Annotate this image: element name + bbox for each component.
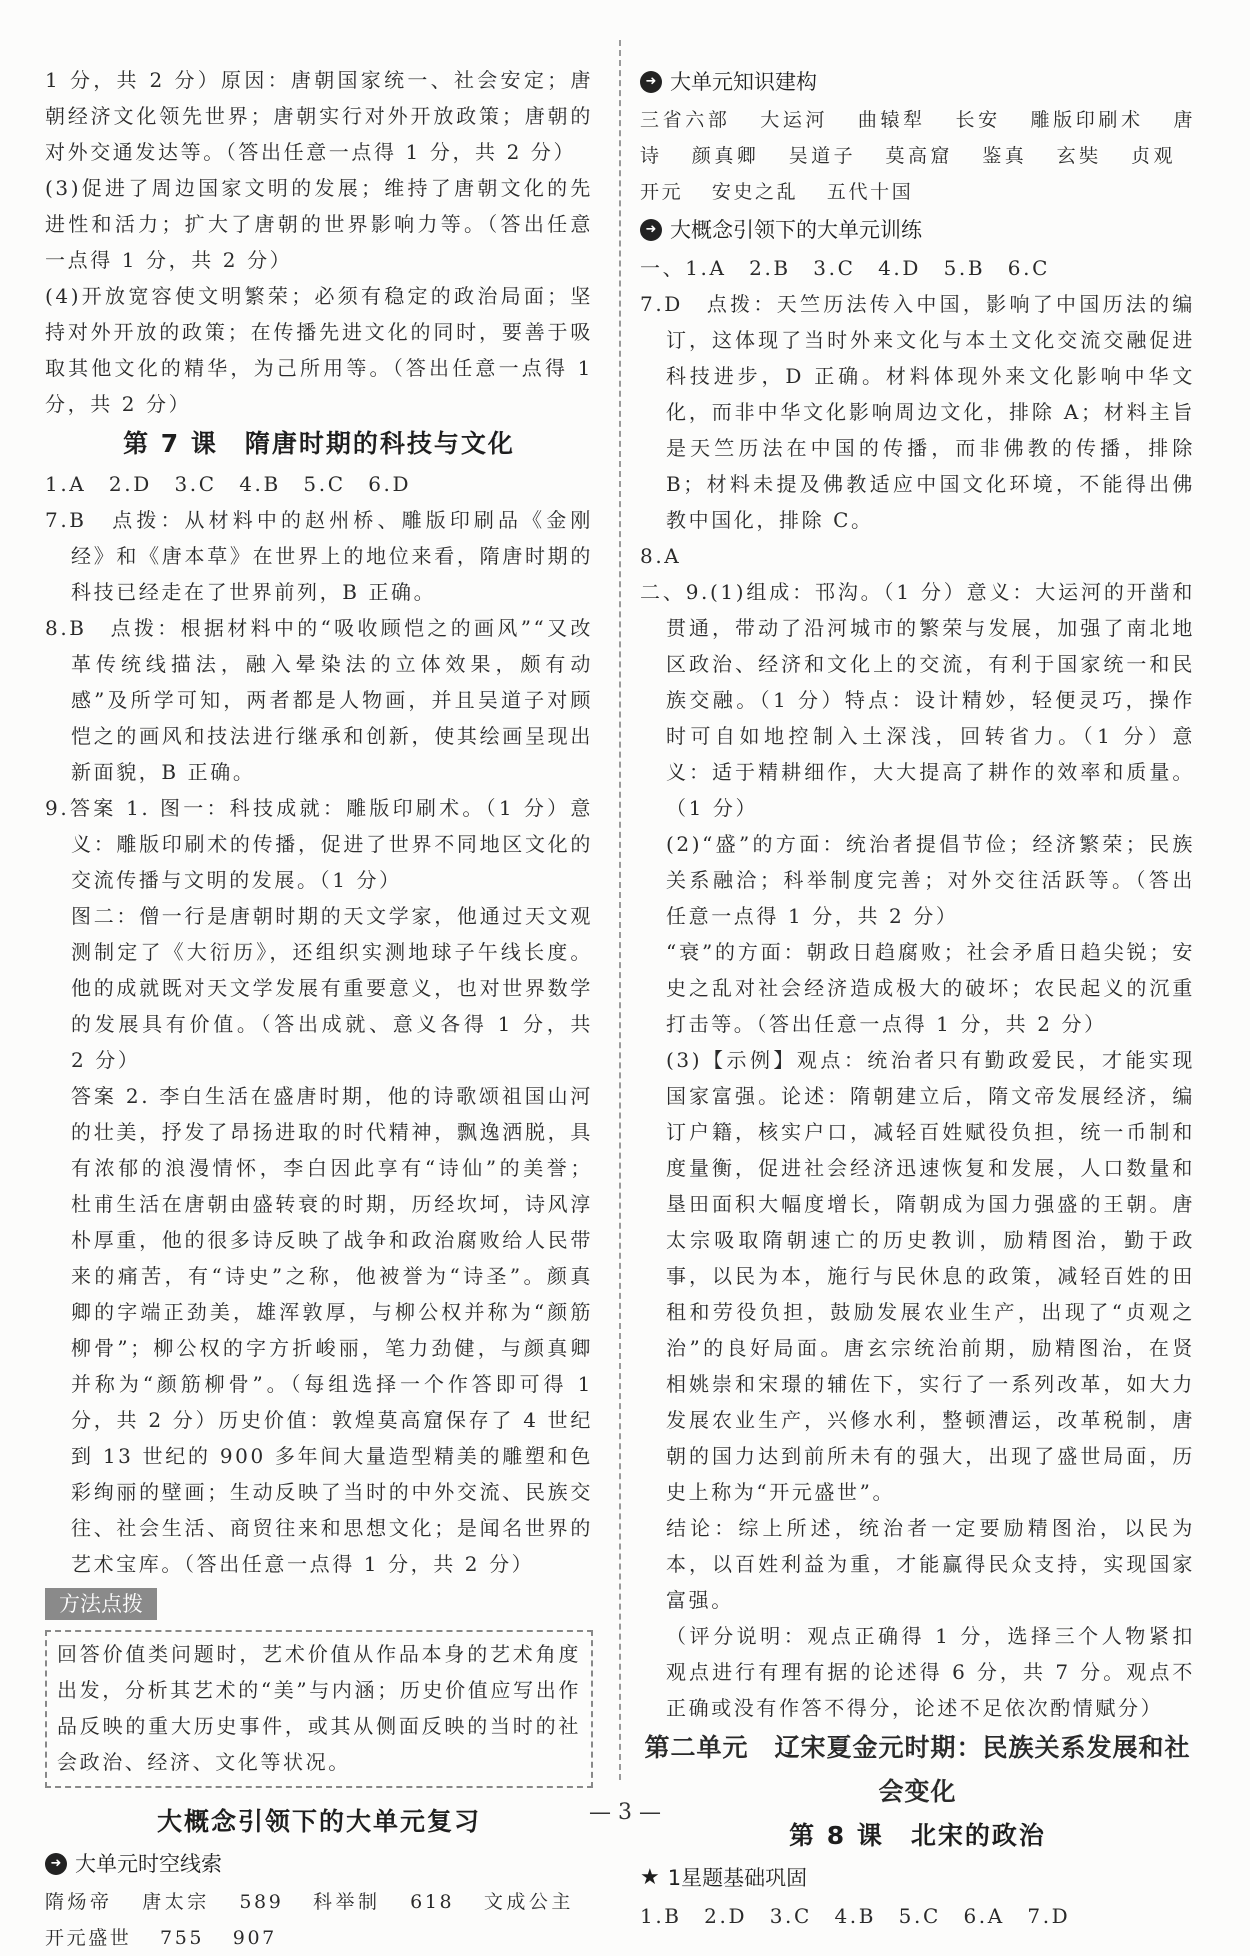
section-heading [640,210,1195,250]
answer-paragraph: 9.答案 1. 图一：科技成就：雕版印刷术。（1 分）意义：雕版印刷术的传播，促进了世界不同地区文化的交流传播与文明的发展。（1 分） [45,796,593,892]
keyword: 隋炀帝 [45,1891,113,1913]
answer-paragraph: 图二：僧一行是唐朝时期的天文学家，他通过天文观测制定了《大衍历》，还组织实测地球子午线长度。他的成就既对天文学发展有重要意义，也对世界数学的发展具有价值。（答出成就、意义各得 1 分，共 2 分） [71,904,593,1072]
keyword: 唐诗 [640,109,1196,167]
keyword: 唐太宗 [142,1891,210,1913]
keyword: 颜真卿 [691,145,760,167]
unit-heading: 第二单元 辽宋夏金元时期：民族关系发展和社会变化 [644,1733,1191,1806]
answer-paragraph: “衰”的方面：朝政日趋腐败；社会矛盾日趋尖锐；安史之乱对社会经济造成极大的破坏；农民起义的沉重打击等。（答出任意一点得 1 分，共 2 分） [666,940,1195,1036]
keyword: 雕版印刷术 [1030,109,1144,131]
answer-paragraph: 二、9.(1)组成：邗沟。（1 分）意义：大运河的开凿和贯通，带动了沿河城市的繁荣与发展，加强了南北地区政治、经济和文化上的交流，有利于国家统一和民族交融。（1 分）特点：设计精妙，轻便灵巧，操作时可自如地控制入土深浅，回转省力。（1 分）意义：适于精耕细作，大大提高了耕作的效率和质量。（1 分） [640,580,1195,820]
circle-arrow-icon: ➜ [640,219,662,241]
keyword: 玄奘 [1056,145,1102,167]
answer-paragraph: （评分说明：观点正确得 1 分，选择三个人物紧扣观点进行有理有据的论述得 6 分，共 7 分。观点不正确或没有作答不得分，论述不足依次酌情赋分） [666,1624,1195,1720]
keyword: 科举制 [313,1891,381,1913]
left-column [45,62,593,1956]
keyword: 开元 [640,181,684,203]
answer-paragraph: 答案 2. 李白生活在盛唐时期，他的诗歌颂祖国山河的壮美，抒发了昂扬进取的时代精神，飘逸洒脱，具有浓郁的浪漫情怀，李白因此享有“诗仙”的美誉；杜甫生活在唐朝由盛转衰的时期，历经坎坷，诗风淳朴厚重，他的很多诗反映了战争和政治腐败给人民带来的痛苦，有“诗史”之称，他被誉为“诗圣”。颜真卿的字端正劲美，雄浑敦厚，与柳公权并称为“颜筋柳骨”；柳公权的字方折峻丽，笔力劲健，与颜真卿并称为“颜筋柳骨”。（每组选择一个作答即可得 1 分，共 2 分）历史价值：敦煌莫高窟保存了 4 世纪到 13 世纪的 900 多年间大量造型精美的雕塑和色彩绚丽的壁画；生动反映了当时的中外交流、民族交往、社会生活、商贸往来和思想文化；是闻名世界的艺术宝库。（答出任意一点得 1 分，共 2 分） [71,1084,593,1576]
keyword: 618 [410,1891,455,1913]
section-title: 大单元知识建构 [670,70,817,94]
answer-paragraph: (3)【示例】观点：统治者只有勤政爱民，才能实现国家富强。论述：隋朝建立后，隋文帝发展经济，编订户籍，核实户口，减轻百姓赋役负担，统一币制和度量衡，促进社会经济迅速恢复和发展，人口数量和垦田面积大幅度增长，隋朝成为国力强盛的王朝。唐太宗吸取隋朝速亡的历史教训，励精图治，勤于政事，以民为本，施行与民休息的政策，减轻百姓的田租和劳役负担，鼓励发展农业生产，出现了“贞观之治”的良好局面。唐玄宗统治前期，励精图治，在贤相姚崇和宋璟的辅佐下，实行了一系列改革，如大力发展农业生产，兴修水利，整顿漕运，改革税制，唐朝的国力达到前所未有的强大，出现了盛世局面，历史上称为“开元盛世”。 [666,1048,1195,1504]
keyword: 长安 [955,109,1001,131]
answer-paragraph: (3)促进了周边国家文明的发展；维持了唐朝文化的先进性和活力；扩大了唐朝的世界影响力等。（答出任意一点得 1 分，共 2 分） [45,176,593,272]
answer-paragraph: 8.A [640,544,682,568]
answer-paragraph: (4)开放宽容使文明繁荣；必须有稳定的政治局面；坚持对外开放的政策；在传播先进文化的同时，要善于吸取其他文化的精华，为己所用等。（答出任意一点得 1 分，共 2 分） [45,284,593,416]
right-column [640,62,1195,1934]
keyword: 文成公主 [483,1891,574,1913]
keyword: 755 [160,1927,205,1949]
circle-arrow-icon: ➜ [45,1853,67,1875]
method-tip-text: 回答价值类问题时，艺术价值从作品本身的艺术角度出发，分析其艺术的“美”与内涵；历史价值应写出作品反映的重大历史事件，或其从侧面反映的当时的社会政治、经济、文化等状况。 [57,1642,581,1774]
answer-paragraph: 1.B 2.D 3.C 4.B 5.C 6.A 7.D [640,1904,1071,1928]
keyword: 吴道子 [788,145,857,167]
lesson-heading: 大概念引领下的大单元复习 [156,1807,481,1836]
section-heading [45,1844,593,1884]
lesson-heading: 第 7 课 隋唐时期的科技与文化 [123,429,515,458]
answer-paragraph: 一、1.A 2.B 3.C 4.D 5.B 6.C [640,256,1050,280]
answer-paragraph: (2)“盛”的方面：统治者提倡节俭；经济繁荣；民族关系融洽；科举制度完善；对外交往活跃等。（答出任意一点得 1 分，共 2 分） [666,832,1195,928]
section-heading [640,1858,1195,1898]
answer-paragraph: 1.A 2.D 3.C 4.B 5.C 6.D [45,472,412,496]
section-heading [640,62,1195,102]
method-tip-title: 方法点拨 [45,1588,157,1620]
section-title: 大概念引领下的大单元训练 [670,218,922,242]
keyword: 贞观 [1131,145,1176,167]
section-title: 大单元时空线索 [75,1852,222,1876]
section-title: 1星题基础巩固 [667,1866,808,1890]
star-icon: ★ [640,1865,660,1890]
keyword: 鉴真 [982,145,1028,167]
method-tip-box [45,1630,593,1788]
answer-paragraph: 8.B 点拨：根据材料中的“吸收顾恺之的画风”“又改革传统线描法，融入晕染法的立体效果，颇有动感”及所学可知，两者都是人物画，并且吴道子对顾恺之的画风和技法进行继承和创新，使其绘画呈现出新面貌，B 正确。 [45,616,593,784]
keyword: 大运河 [760,109,829,131]
lesson-heading: 第 8 课 北宋的政治 [789,1821,1046,1850]
circle-arrow-icon: ➜ [640,71,662,93]
keyword: 589 [239,1891,284,1913]
keyword-list [640,102,1195,210]
keyword: 907 [232,1927,277,1949]
keyword: 开元盛世 [45,1927,132,1949]
keyword: 莫高窟 [885,145,953,167]
keyword: 安史之乱 [711,181,799,203]
answer-paragraph: 结论：综上所述，统治者一定要励精图治，以民为本，以百姓利益为重，才能赢得民众支持，实现国家富强。 [666,1516,1195,1612]
answer-paragraph: 1 分，共 2 分）原因：唐朝国家统一、社会安定；唐朝经济文化领先世界；唐朝实行对外开放政策；唐朝的对外交通发达等。（答出任意一点得 1 分，共 2 分） [45,68,593,164]
answer-paragraph: 7.B 点拨：从材料中的赵州桥、雕版印刷品《金刚经》和《唐本草》在世界上的地位来看，隋唐时期的科技已经走在了世界前列，B 正确。 [45,508,593,604]
column-divider [619,40,621,1780]
keyword: 曲辕犁 [857,109,926,131]
keyword-list [45,1884,593,1956]
keyword: 五代十国 [826,181,914,203]
keyword: 三省六部 [640,109,731,131]
answer-paragraph: 7.D 点拨：天竺历法传入中国，影响了中国历法的编订，这体现了当时外来文化与本土文化交流交融促进科技进步，D 正确。材料体现外来文化影响中华文化，而非中华文化影响周边文化，排除 A；材料主旨是天竺历法在中国的传播，而非佛教的传播，排除 B；材料未提及佛教适应中国文化环境，不能得出佛教中国化，排除 C。 [640,292,1195,532]
page-number: — 3 — [589,1800,661,1825]
